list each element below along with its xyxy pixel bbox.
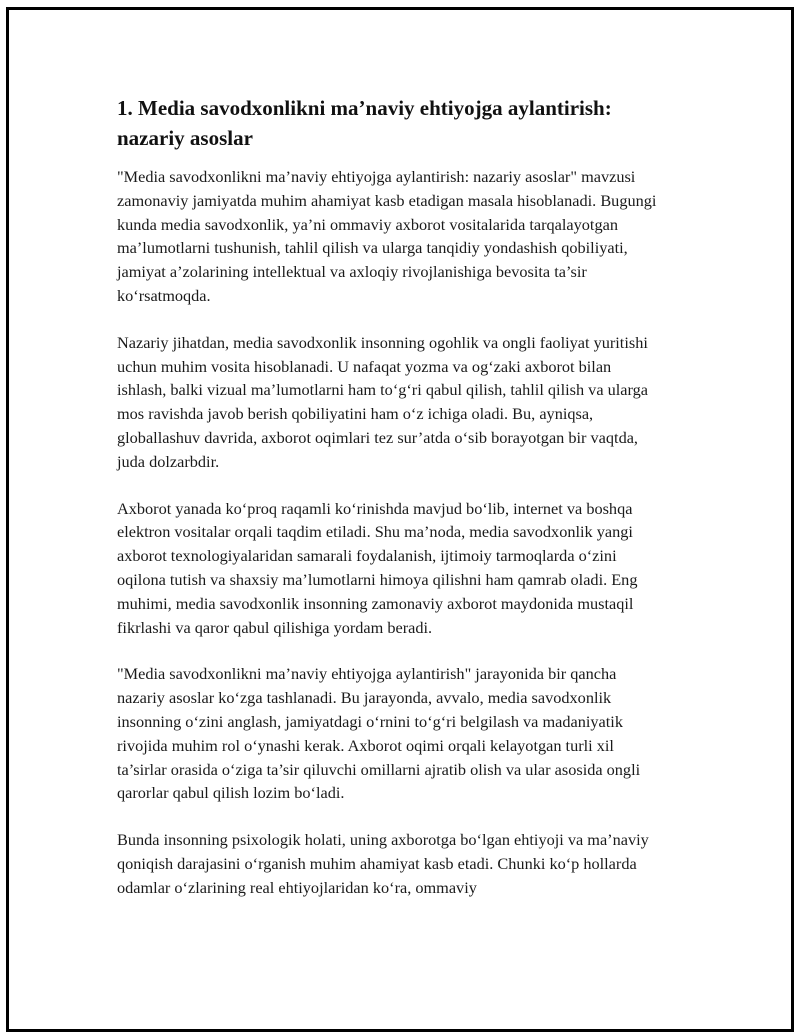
paragraph: Axborot yanada ko‘proq raqamli ko‘rinishda mavjud bo‘lib, internet va boshqa elektron vositalar orqali taqdim etiladi. Shu ma’noda, media savodxonlik yangi axborot texnologiyalaridan samarali foydalanish, ijtimoiy tarmoqlarda o‘zini oqilona tutish va shaxsiy ma’lumotlarni himoya qilishni ham qamrab oladi. Eng muhimi, media savodxonlik insonning zamonaviy axborot maydonida mustaqil fikrlashi va qaror qabul qilishiga yordam beradi. — [117, 498, 638, 637]
paragraph: "Media savodxonlikni ma’naviy ehtiyojga aylantirish: nazariy asoslar" mavzusi zamonaviy jamiyatda muhim ahamiyat kasb etadigan masala hisoblanadi. Bugungi kunda media savodxonlik, ya’ni ommaviy axborot vositalarida tarqalayotgan ma’lumotlarni tushunish, tahlil qilish va ularga tanqidiy yondashish qobiliyati, jamiyat a’zolarining intellektual va axloqiy rivojlanishiga bevosita ta’sir ko‘rsatmoqda. — [117, 167, 657, 305]
paragraph: Bunda insonning psixologik holati, uning axborotga bo‘lgan ehtiyoji va ma’naviy qoniqish darajasini o‘rganish muhim ahamiyat kasb etadi. Chunki ko‘p hollarda odamlar o‘zlarining real ehtiyojlaridan ko‘ra, ommaviy — [117, 830, 649, 897]
section-heading: 1. Media savodxonlikni ma’naviy ehtiyojga aylantirish: nazariy asoslar — [117, 96, 612, 150]
paragraph: "Media savodxonlikni ma’naviy ehtiyojga aylantirish" jarayonida bir qancha nazariy asoslar ko‘zga tashlanadi. Bu jarayonda, avvalo, media savodxonlik insonning o‘zini anglash, jamiyatdagi o‘rnini to‘g‘ri belgilash va madaniyatik rivojida muhim rol o‘ynashi kerak. Axborot oqimi orqali kelayotgan turli xil ta’sirlar orasida o‘ziga ta’sir qiluvchi omillarni ajratib olish va ular asosida ongli qarorlar qabul qilish lozim bo‘ladi. — [117, 664, 641, 803]
paragraph: Nazariy jihatdan, media savodxonlik insonning ogohlik va ongli faoliyat yuritishi uchun muhim vosita hisoblanadi. U nafaqat yozma va og‘zaki axborot bilan ishlash, balki vizual ma’lumotlarni ham to‘g‘ri qabul qilish, tahlil qilish va ularga mos ravishda javob berish qobiliyatini ham o‘z ichiga oladi. Bu, ayniqsa, globallashuv davrida, axborot oqimlari tez sur’atda o‘sib borayotgan bir vaqtda, juda dolzarbdir. — [117, 332, 649, 471]
document-body — [117, 93, 662, 923]
